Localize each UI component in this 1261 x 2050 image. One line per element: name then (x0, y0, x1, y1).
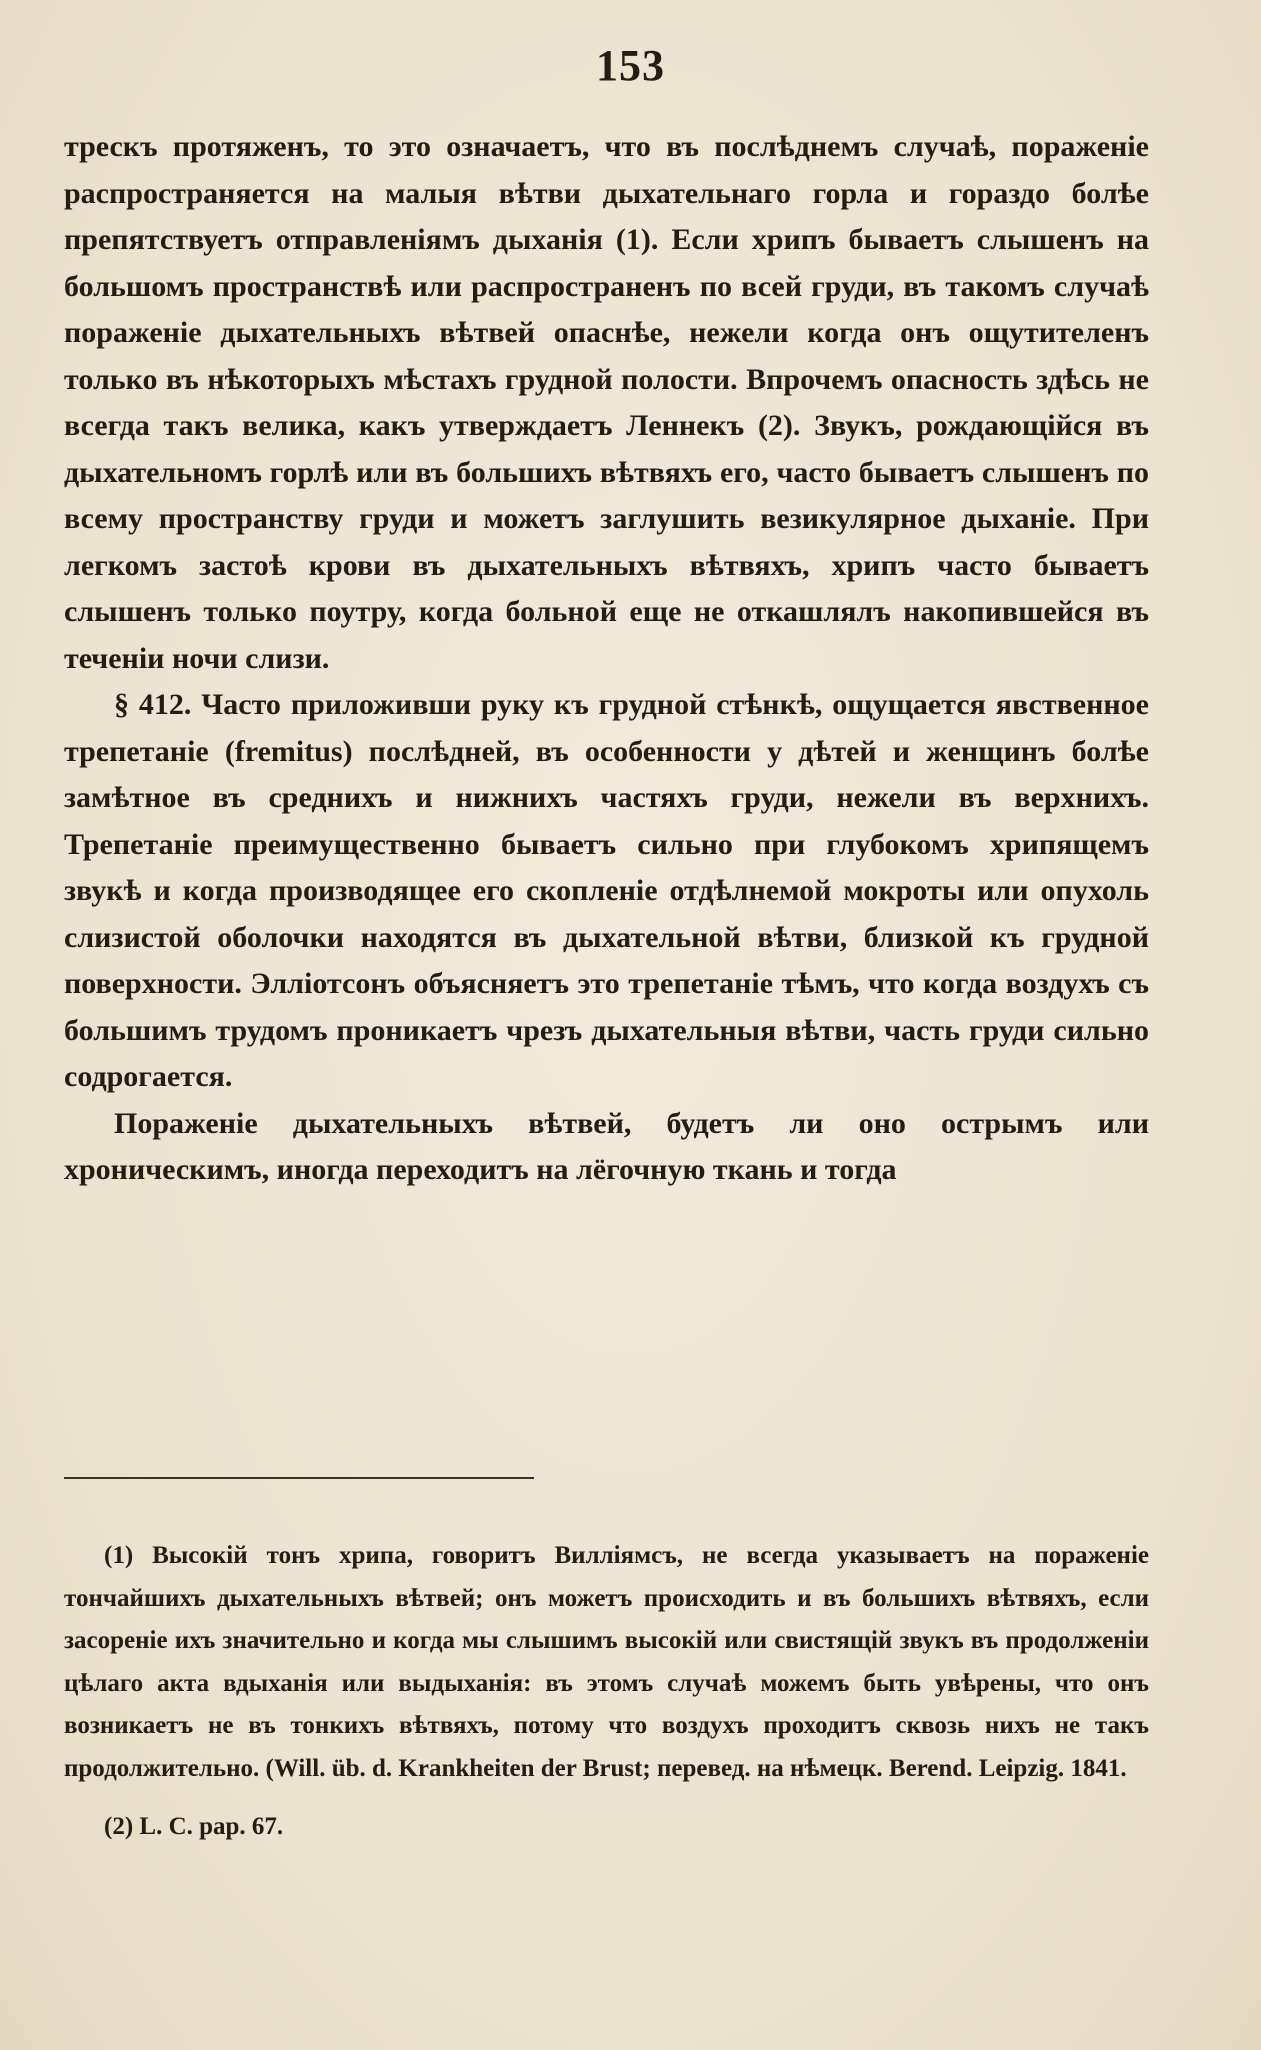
paragraph-section-412: § 412. Часто приложивши руку къ грудной стѣнкѣ, ощущается явственное трепетаніе (fremitus) послѣдней, въ особенности у дѣтей и женщинъ болѣе замѣтное въ среднихъ и нижнихъ частяхъ груди, нежели въ верхнихъ. Трепетаніе преимущественно бываетъ сильно при глубокомъ хрипящемъ звукѣ и когда производящее его скопленіе отдѣлнемой мокроты или опухоль слизистой оболочки находятся въ дыхательной вѣтви, близкой къ грудной поверхности. Эллiотсонъ объясняетъ это трепетаніе тѣмъ, что когда воздухъ съ большимъ трудомъ проникаетъ чрезъ дыхательныя вѣтви, часть груди сильно содрогается. (64, 688, 1149, 1093)
footnote-2: (2) L. C. pap. 67. (104, 1813, 284, 1840)
footnote-separator (64, 1477, 534, 1479)
footnotes (64, 1535, 1149, 1849)
footnote-1: (1) Высокій тонъ хрипа, говоритъ Вилліямсъ, не всегда указываетъ на пораженіе тончайшихъ дыхательныхъ вѣтвей; онъ можетъ происходить и въ большихъ вѣтвяхъ, если засореніе ихъ значительно и когда мы слышимъ высокій или свистящій звукъ въ продолженіи цѣлаго акта вдыханія или выдыханія: въ этомъ случаѣ можемъ быть увѣрены, что онъ возникаетъ не въ тонкихъ вѣтвяхъ, потому что воздухъ проходитъ сквозь нихъ не такъ продолжительно. (Will. üb. d. Krankheiten der Brust; перевед. на нѣмецк. Berend. Leipzig. 1841. (64, 1542, 1149, 1782)
body-text (64, 124, 1149, 1194)
paragraph-3: Пораженіе дыхательныхъ вѣтвей, будетъ ли оно острымъ или хроническимъ, иногда переходитъ на лёгочную ткань и тогда (64, 1106, 1149, 1186)
page-number: 153 (596, 41, 665, 90)
paragraph-1: трескъ протяженъ, то это означаетъ, что въ послѣднемъ случаѣ, пораженіе распространяется на малыя вѣтви дыхательнаго горла и гораздо болѣе препятствуетъ отправленіямъ дыханія (1). Если хрипъ бываетъ слышенъ на большомъ пространствѣ или распространенъ по всей груди, въ такомъ случаѣ пораженіе дыхательныхъ вѣтвей опаснѣе, нежели когда онъ ощутителенъ только въ нѣкоторыхъ мѣстахъ грудной полости. Впрочемъ опасность здѣсь не всегда такъ велика, какъ утверждаетъ Леннекъ (2). Звукъ, рождающійся въ дыхательномъ горлѣ или въ большихъ вѣтвяхъ его, часто бываетъ слышенъ по всему пространству груди и можетъ заглушить везикулярное дыханіе. При легкомъ застоѣ крови въ дыхательныхъ вѣтвяхъ, хрипъ часто бываетъ слышенъ только поутру, когда больной еще не откашлялъ накопившейся въ теченіи ночи слизи. (64, 130, 1149, 675)
